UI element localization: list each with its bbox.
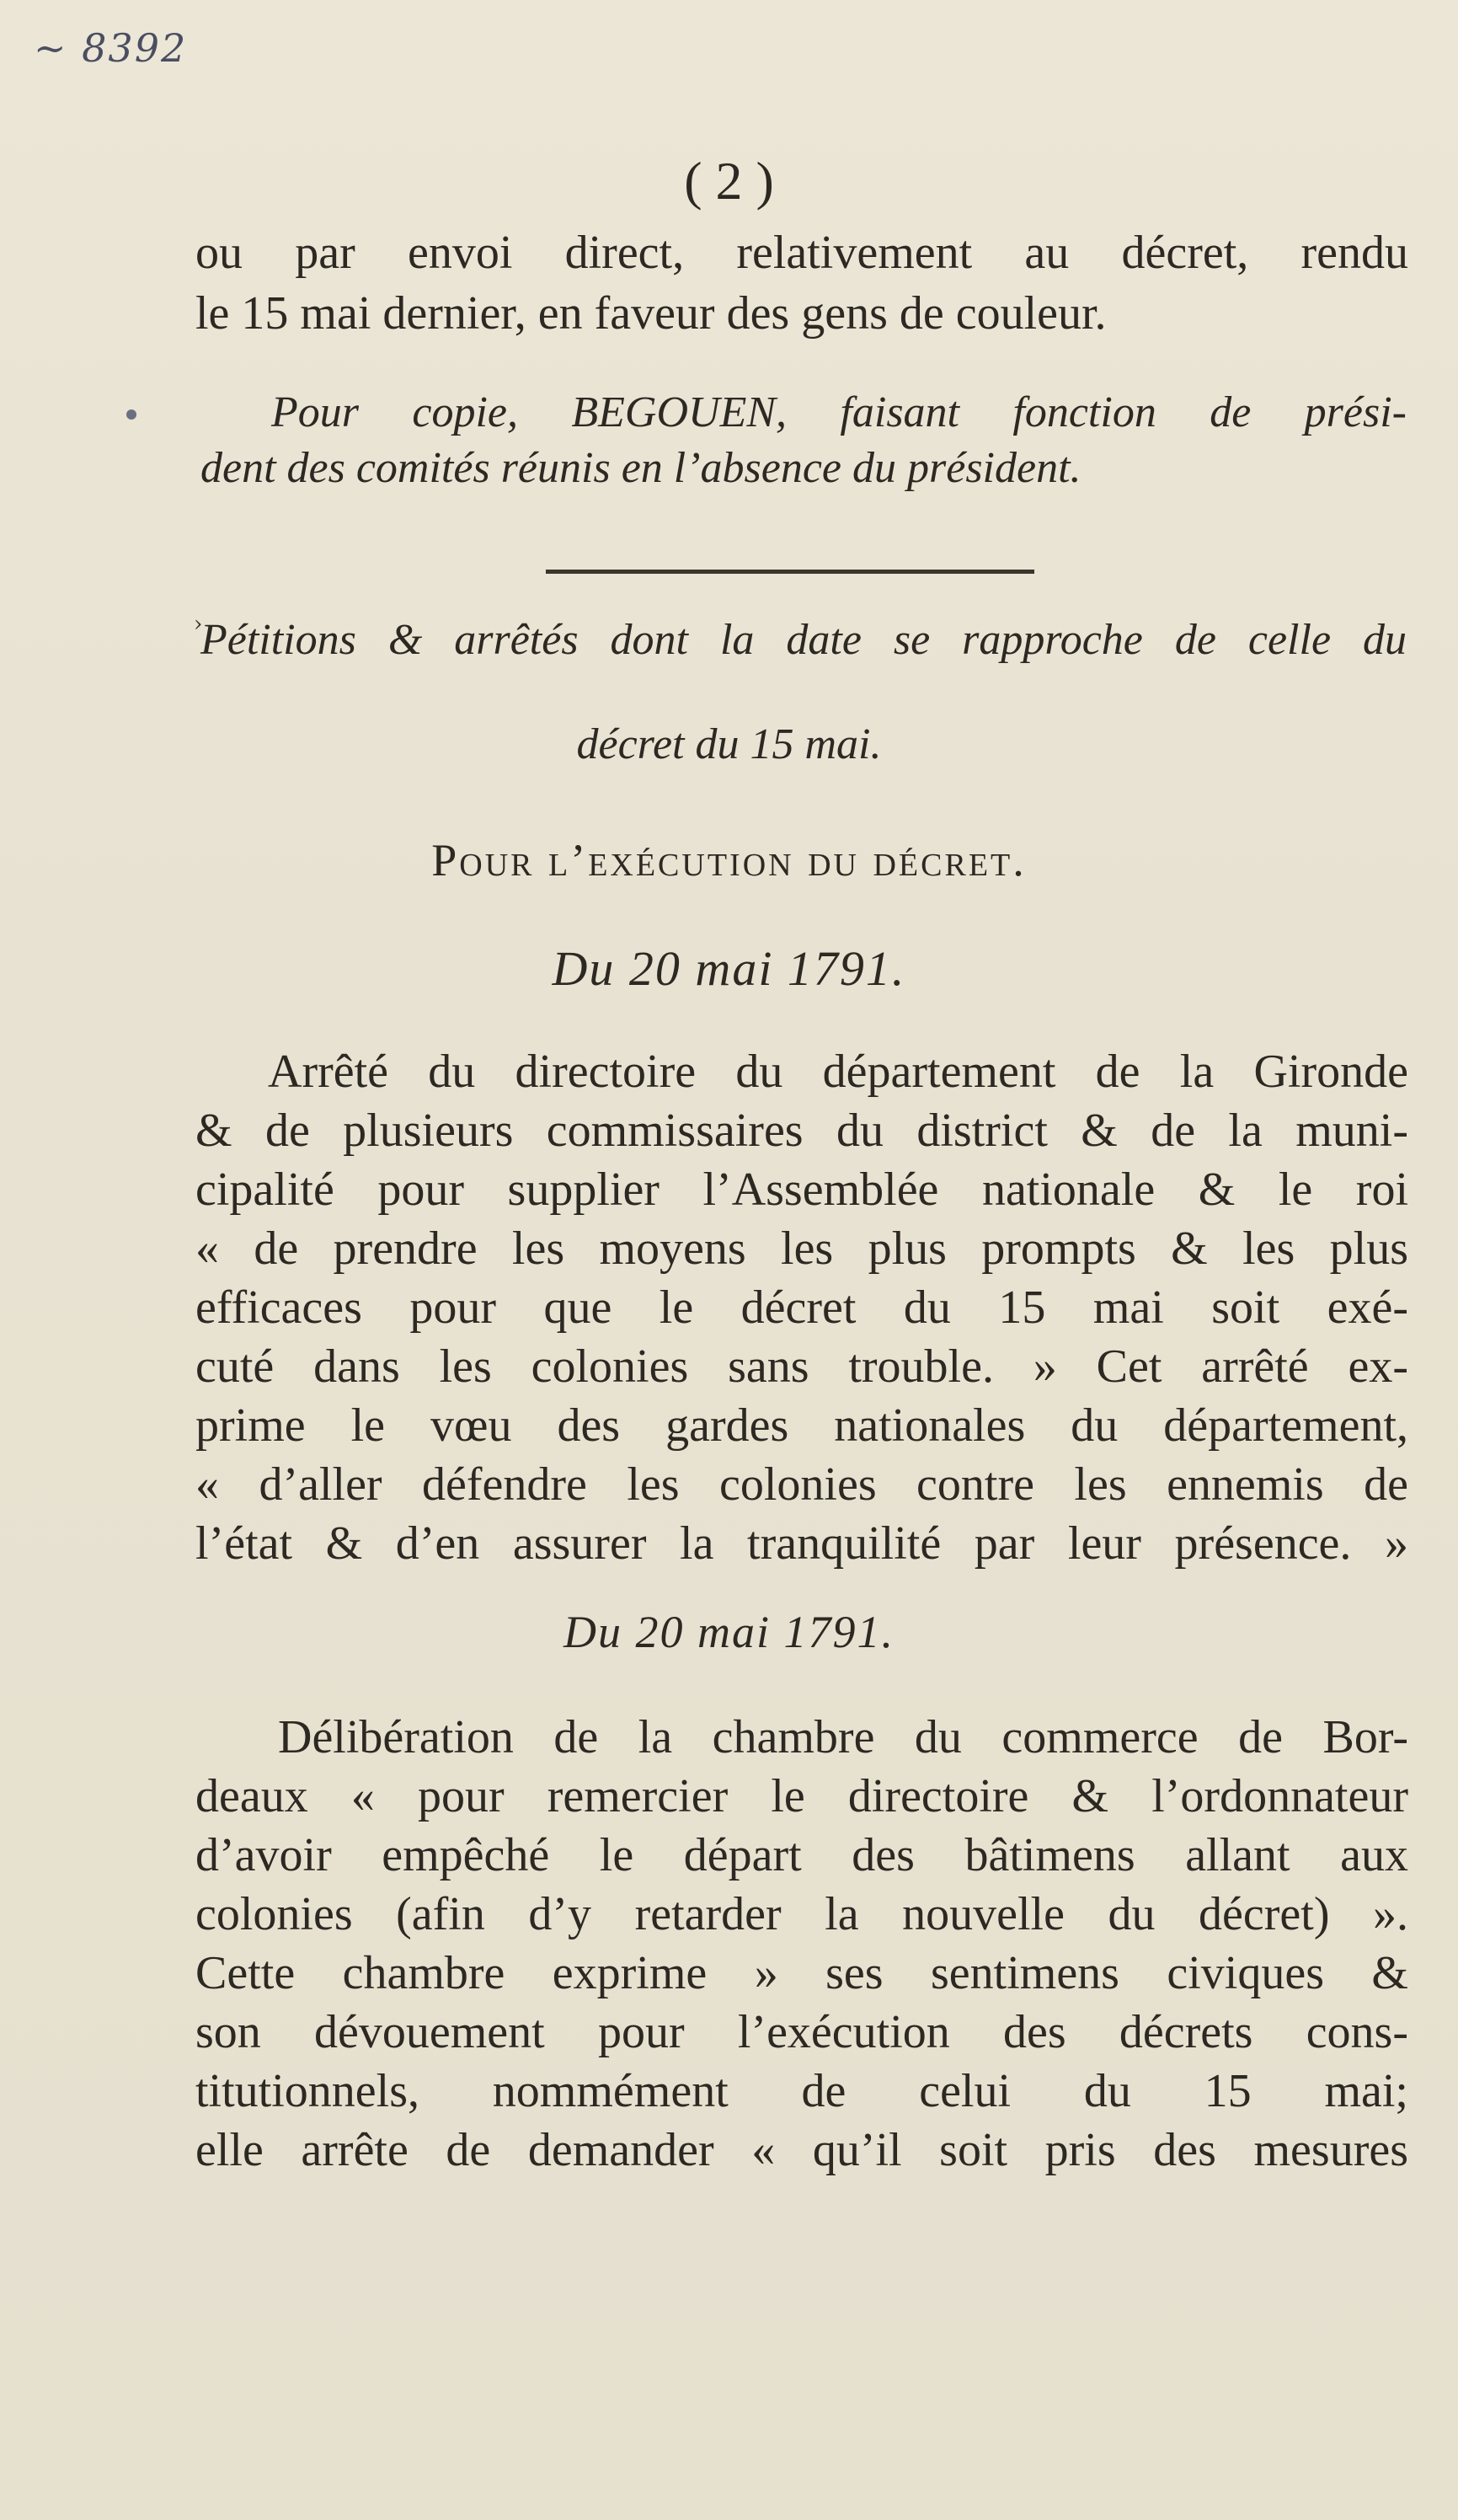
paragraph-line: « de prendre les moyens les plus prompts & les plus [195,1223,1408,1275]
paragraph-line: l’état & d’en assurer la tranquilité par leur présence. » [195,1517,1408,1570]
paragraph-line: son dévouement pour l’exécution des décrets cons- [195,2006,1408,2058]
paragraph-line: titutionnels, nommément de celui du 15 mai; [195,2065,1408,2117]
paragraph-line: « d’aller défendre les colonies contre les ennemis de [195,1458,1408,1511]
paragraph-line: Cette chambre exprime » ses sentimens civiques & [195,1947,1408,1999]
page-number: ( 2 ) [684,151,774,211]
copy-line: Pour copie, BEGOUEN, faisant fonction de prési- [271,388,1407,436]
paragraph-line: elle arrête de demander « qu’il soit pris des mesures [195,2124,1408,2176]
section-heading: Pour l’exécution du décret. [431,835,1027,885]
paragraph-line: colonies (afin d’y retarder la nouvelle du décret) ». [195,1888,1408,1940]
date-heading: Du 20 mai 1791. [552,941,906,996]
section-divider [546,570,1034,574]
petitions-heading-line: Pétitions & arrêtés dont la date se rapproche de celle du [200,616,1407,664]
copy-line: dent des comités réunis en l’absence du président. [200,444,1081,492]
paragraph-line: Délibération de la chambre du commerce de Bor- [278,1711,1408,1763]
paragraph-line: deaux « pour remercier le directoire & l’ordonnateur [195,1770,1408,1822]
handwritten-catalog-note: ~ 8392 [34,25,188,71]
paragraph-line: d’avoir empêché le départ des bâtimens allant aux [195,1829,1408,1881]
paragraph-line: cipalité pour supplier l’Assemblée nationale & le roi [195,1164,1408,1216]
paragraph-line: prime le vœu des gardes nationales du département, [195,1399,1408,1452]
petitions-heading-line: décret du 15 mai. [576,720,882,768]
paragraph-line: & de plusieurs commissaires du district & de la muni- [195,1105,1408,1157]
paragraph-line: efficaces pour que le décret du 15 mai soit exé- [195,1281,1408,1334]
intro-line: le 15 mai dernier, en faveur des gens de couleur. [195,287,1107,340]
date-heading: Du 20 mai 1791. [563,1607,895,1657]
margin-mark: › [194,612,203,637]
paragraph-line: Arrêté du directoire du département de la Gironde [268,1046,1408,1098]
intro-line: ou par envoi direct, relativement au décret, rendu [195,227,1408,279]
paragraph-line: cuté dans les colonies sans trouble. » Cet arrêté ex- [195,1340,1408,1393]
ink-dot [126,409,136,420]
